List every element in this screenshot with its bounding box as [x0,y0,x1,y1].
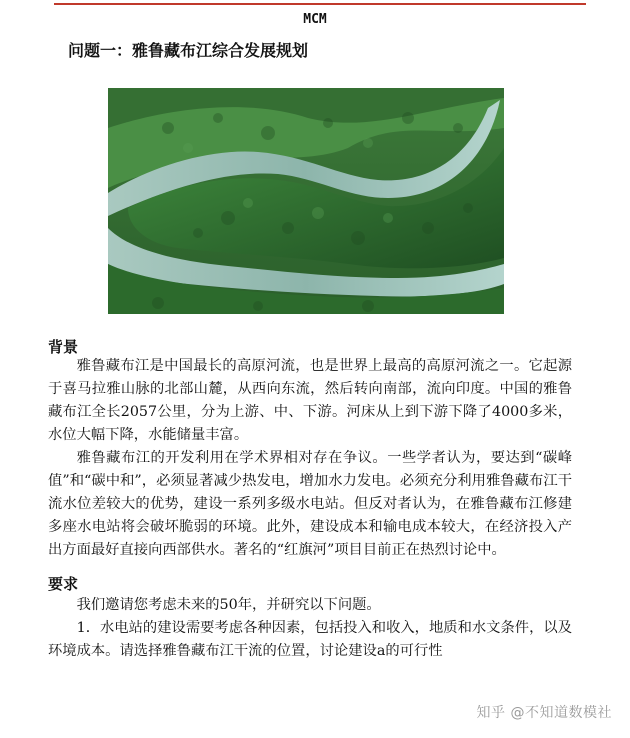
background-paragraph-1: 雅鲁藏布江是中国最长的高原河流，也是世界上最高的高原河流之一。它起源于喜马拉雅山脉的北部山麓，从西向东流，然后转向南部，流向印度。中国的雅鲁藏布江全长2057公里，分为上游、中、下游。河床从上到下游下降了4000多米，水位大幅下降，水能储量丰富。 [48,358,572,443]
river-photo-svg [108,88,504,314]
top-rule [54,3,586,5]
background-heading: 背景 [48,338,79,356]
page-title: 问题一：雅鲁藏布江综合发展规划 [68,41,309,60]
requirements-heading: 要求 [48,575,79,593]
watermark: 知乎 @不知道数模社 [476,705,612,721]
requirements-paragraph-2: 1．水电站的建设需要考虑各种因素，包括投入和收入，地质和水文条件，以及环境成本。请选择雅鲁藏布江干流的位置，讨论建设a的可行性 [48,620,572,659]
river-bend-photo [108,88,504,314]
background-paragraph-2: 雅鲁藏布江的开发利用在学术界相对存在争议。一些学者认为，要达到“碳峰值”和“碳中和”，必须显著减少热发电，增加水力发电。必须充分利用雅鲁藏布江干流水位差较大的优势，建设一系列多级水电站。但反对者认为，在雅鲁藏布江修建多座水电站将会破坏脆弱的环境。此外，建设成本和输电成本较大，在经济投入产出方面最好直接向西部供水。著名的“红旗河”项目目前正在热烈讨论中。 [48,450,572,558]
header-label: MCM [303,12,327,27]
requirements-paragraph-1: 我们邀请您考虑未来的50年，并研究以下问题。 [76,597,381,613]
